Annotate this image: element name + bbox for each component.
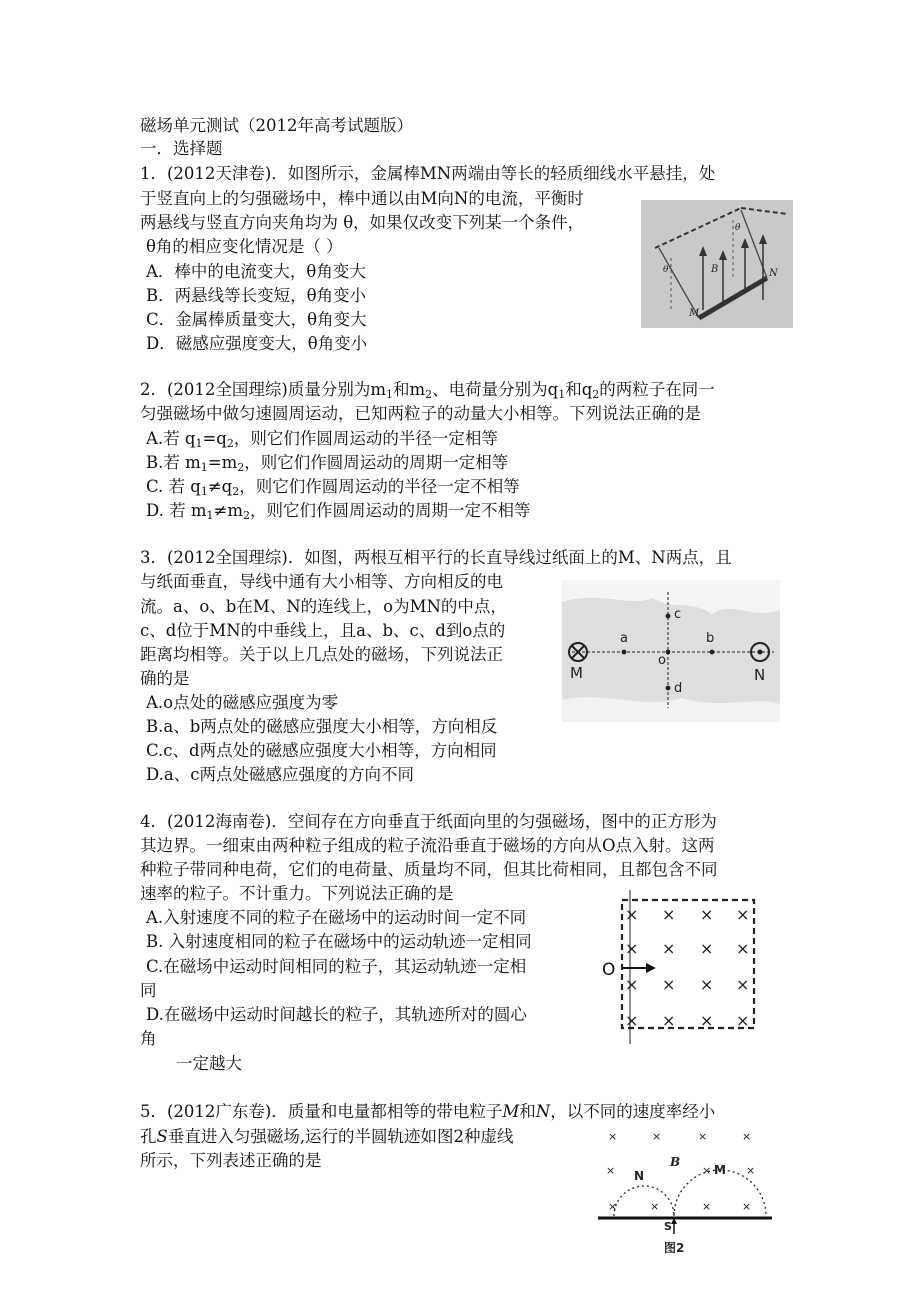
q2-stem-line-2: 匀强磁场中做匀速圆周运动，已知两粒子的动量大小相等。下列说法正确的是 xyxy=(140,404,701,423)
q4-option-c-line-1: C.在磁场中运动时间相同的粒子，其运动轨迹一定相 xyxy=(146,957,527,976)
q2-stem-line-1: 2．(2012全国理综)质量分别为$m_1$和$m_2$、电荷量分别为$q_1$和$q_2$的两粒子在同一 xyxy=(140,380,715,401)
q3-fig-label-d: d xyxy=(674,681,683,696)
q3-fig-label-n: N xyxy=(754,666,766,684)
q5-figure-semicircle-tracks xyxy=(594,1124,774,1256)
q5-fig-label-m: M xyxy=(714,1163,726,1177)
q3-fig-label-b: b xyxy=(706,631,715,646)
svg-text:×: × xyxy=(625,939,639,958)
q3-figure-parallel-wires xyxy=(562,580,780,722)
q4-option-a: A.入射速度不同的粒子在磁场中的运动时间一定不同 xyxy=(146,908,527,927)
svg-text:×: × xyxy=(652,1130,662,1143)
q3-stem-line-2: 与纸面垂直，导线中通有大小相等、方向相反的电 xyxy=(140,572,503,591)
q5-fig-label-b: B xyxy=(670,1155,681,1169)
q1-fig-label-b: B xyxy=(711,264,719,275)
q3-stem-line-5: 距离均相等。关于以上几点处的磁场，下列说法正 xyxy=(140,645,503,664)
q3-stem-line-1: 3．(2012全国理综)．如图，两根互相平行的长直导线过纸面上的M、N两点，且 xyxy=(140,548,732,567)
q3-option-a: A.o点处的磁感应强度为零 xyxy=(146,693,339,712)
q2-option-d: D. 若 $m_1\ne m_2$，则它们作圆周运动的周期一定不相等 xyxy=(146,501,531,522)
q4-option-c-line-2: 同 xyxy=(140,981,157,1000)
q3-option-c: C.c、d两点处的磁感应强度大小相等，方向相同 xyxy=(146,741,497,760)
svg-text:×: × xyxy=(698,1130,708,1143)
svg-text:×: × xyxy=(746,1164,756,1177)
svg-text:×: × xyxy=(606,1164,616,1177)
svg-text:×: × xyxy=(742,1130,752,1143)
svg-text:×: × xyxy=(702,1200,712,1213)
svg-text:×: × xyxy=(736,1011,750,1030)
q4-option-d-line-2: 角 xyxy=(140,1029,157,1048)
svg-text:×: × xyxy=(662,1011,676,1030)
q2-option-a: A.若 $q_1=q_2$，则它们作圆周运动的半径一定相等 xyxy=(146,429,498,450)
svg-text:×: × xyxy=(742,1200,752,1213)
q4-fig-label-o: O xyxy=(602,960,616,980)
q5-fig-label-n: N xyxy=(634,1169,645,1183)
doc-title: 磁场单元测试（2012年高考试题版） xyxy=(140,116,413,135)
svg-text:×: × xyxy=(702,1164,712,1177)
q2-option-c: C. 若 $q_1\ne q_2$，则它们作圆周运动的半径一定不相等 xyxy=(146,477,520,498)
q1-fig-label-m: M xyxy=(689,308,700,319)
section-heading: 一．选择题 xyxy=(140,139,223,158)
q1-option-d: D．磁感应强度变大，θ角变小 xyxy=(146,334,368,353)
svg-text:×: × xyxy=(700,905,714,924)
svg-text:×: × xyxy=(736,939,750,958)
svg-text:×: × xyxy=(625,905,639,924)
q3-fig-label-o: o xyxy=(658,653,666,668)
q3-stem-line-3: 流。a、o、b在M、N的连线上，o为MN的中点， xyxy=(140,597,507,616)
q5-stem-line-3: 所示，下列表述正确的是 xyxy=(140,1151,322,1170)
q4-option-d-line-3: 一定越大 xyxy=(176,1054,242,1073)
q5-stem-line-1: 5．(2012广东卷)．质量和电量都相等的带电粒子M和N，以不同的速度率经小 xyxy=(140,1102,716,1121)
q3-fig-label-a: a xyxy=(620,631,628,646)
q1-fig-label-theta-left: θ xyxy=(663,265,669,275)
q2-option-b: B.若 $m_1=m_2$，则它们作圆周运动的周期一定相等 xyxy=(146,453,509,474)
q4-stem-line-2: 其边界。一细束由两种粒子组成的粒子流沿垂直于磁场的方向从O点入射。这两 xyxy=(140,836,715,855)
svg-text:×: × xyxy=(608,1130,618,1143)
q4-stem-line-3: 种粒子带同种电荷，它们的电荷量、质量均不同，但其比荷相同，且都包含不同 xyxy=(140,860,718,879)
svg-text:×: × xyxy=(700,1011,714,1030)
q4-figure-square-field xyxy=(600,890,764,1044)
svg-text:×: × xyxy=(662,939,676,958)
svg-text:×: × xyxy=(736,975,750,994)
svg-text:×: × xyxy=(650,1200,660,1213)
q3-option-b: B.a、b两点处的磁感应强度大小相等，方向相反 xyxy=(146,717,498,736)
svg-text:×: × xyxy=(700,939,714,958)
svg-text:×: × xyxy=(736,905,750,924)
q5-stem-line-2: 孔S垂直进入匀强磁场,运行的半圆轨迹如图2种虚线 xyxy=(140,1127,514,1146)
q1-fig-label-theta-right: θ xyxy=(735,223,741,233)
q4-option-b: B. 入射速度相同的粒子在磁场中的运动轨迹一定相同 xyxy=(146,932,532,951)
q5-fig-caption: 图2 xyxy=(664,1241,685,1255)
q3-stem-line-6: 确的是 xyxy=(140,669,190,688)
q1-stem-line-1: 1．(2012天津卷)．如图所示，金属棒MN两端由等长的轻质细线水平悬挂，处 xyxy=(140,164,716,183)
q1-option-c: C．金属棒质量变大，θ角变大 xyxy=(146,310,367,329)
q3-fig-label-m: M xyxy=(570,664,583,682)
q5-fig-label-s: S xyxy=(664,1220,672,1233)
svg-text:×: × xyxy=(608,1200,618,1213)
q1-stem-line-3: 两悬线与竖直方向夹角均为 θ，如果仅改变下列某一个条件， xyxy=(140,213,585,232)
q3-option-d: D.a、c两点处磁感应强度的方向不同 xyxy=(146,765,414,784)
q1-option-a: A．棒中的电流变大，θ角变大 xyxy=(146,262,366,281)
q1-fig-label-n: N xyxy=(769,268,778,279)
q3-fig-label-c: c xyxy=(674,607,682,622)
q1-stem-line-2: 于竖直向上的匀强磁场中，棒中通以由M向N的电流，平衡时 xyxy=(140,189,584,208)
q3-stem-line-4: c、d位于MN的中垂线上，且a、b、c、d到o点的 xyxy=(140,621,506,640)
q1-figure-suspended-rod xyxy=(641,200,793,328)
svg-text:×: × xyxy=(625,1011,639,1030)
q4-stem-line-4: 速率的粒子。不计重力。下列说法正确的是 xyxy=(140,884,454,903)
svg-text:×: × xyxy=(662,975,676,994)
q1-stem-line-4: θ角的相应变化情况是（ ） xyxy=(146,237,343,256)
svg-text:×: × xyxy=(700,975,714,994)
svg-text:×: × xyxy=(662,905,676,924)
q1-option-b: B．两悬线等长变短，θ角变小 xyxy=(146,286,367,305)
q4-stem-line-1: 4．(2012海南卷)．空间存在方向垂直于纸面向里的匀强磁场，图中的正方形为 xyxy=(140,812,717,831)
q4-option-d-line-1: D.在磁场中运动时间越长的粒子，其轨迹所对的圆心 xyxy=(146,1005,527,1024)
svg-text:×: × xyxy=(625,975,639,994)
